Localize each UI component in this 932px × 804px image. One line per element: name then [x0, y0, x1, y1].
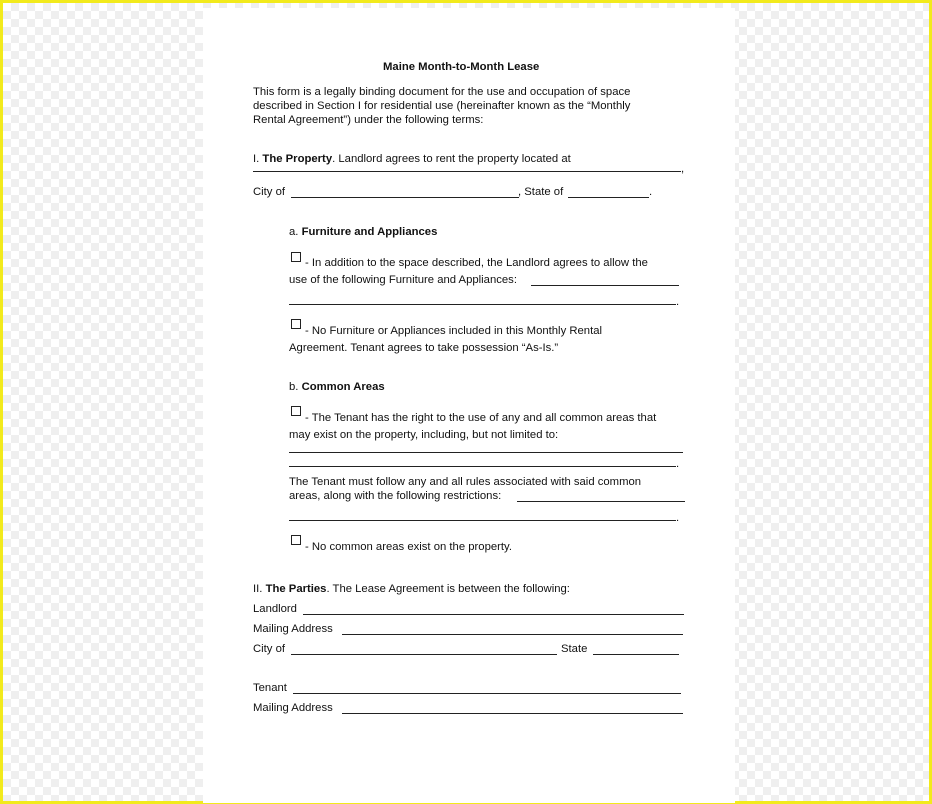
common-areas-period: . — [676, 458, 680, 470]
no-furniture-text-1: - No Furniture or Appliances included in this Monthly Rental — [305, 325, 603, 337]
property-city-label: City of — [253, 186, 286, 198]
tenant-name-field[interactable] — [293, 693, 681, 694]
section-1-text: . Landlord agrees to rent the property located at — [332, 153, 571, 165]
common-areas-heading — [289, 380, 385, 394]
landlord-label: Landlord — [253, 603, 297, 615]
furniture-included-checkbox[interactable] — [291, 252, 301, 262]
section-2-title: The Parties — [265, 583, 327, 595]
property-state-period: . — [649, 186, 653, 198]
landlord-city-label: City of — [253, 643, 286, 655]
furniture-heading — [289, 225, 437, 239]
furniture-included-text-1: - In addition to the space described, the Landlord agrees to allow the — [305, 257, 648, 269]
common-rules-text-2: areas, along with the following restrictions: — [289, 490, 502, 502]
document-title: Maine Month-to-Month Lease — [383, 61, 540, 73]
landlord-city-field[interactable] — [291, 654, 557, 655]
section-2-text: . The Lease Agreement is between the following: — [326, 583, 570, 595]
common-areas-text-1: - The Tenant has the right to the use of any and all common areas that — [305, 412, 657, 424]
section-2-heading — [253, 582, 570, 596]
common-areas-field-1[interactable] — [289, 452, 683, 453]
common-areas-field-2[interactable] — [289, 466, 676, 467]
common-rules-text-1: The Tenant must follow any and all rules associated with said common — [289, 476, 642, 488]
tenant-label: Tenant — [253, 682, 287, 694]
property-state-label: , State of — [518, 186, 564, 198]
furniture-title: Furniture and Appliances — [301, 226, 438, 238]
property-state-field[interactable] — [568, 197, 649, 198]
property-address-field[interactable] — [253, 171, 681, 172]
no-common-areas-checkbox[interactable] — [291, 535, 301, 545]
common-areas-text-2: may exist on the property, including, but not limited to: — [289, 429, 559, 441]
landlord-mailing-label: Mailing Address — [253, 623, 333, 635]
furniture-list-period: . — [676, 296, 680, 308]
no-furniture-checkbox[interactable] — [291, 319, 301, 329]
no-common-areas-text: - No common areas exist on the property. — [305, 541, 512, 553]
landlord-state-label: State — [561, 643, 588, 655]
restrictions-period: . — [676, 512, 680, 524]
section-1-title: The Property — [262, 153, 333, 165]
landlord-state-field[interactable] — [593, 654, 679, 655]
intro-line-2: described in Section I for residential use (hereinafter known as the “Monthly — [253, 100, 631, 112]
common-areas-prefix: b. — [289, 381, 299, 393]
landlord-name-field[interactable] — [303, 614, 684, 615]
section-1-heading — [253, 152, 571, 166]
intro-line-1: This form is a legally binding document for the use and occupation of space — [253, 86, 631, 98]
section-2-number: II. — [253, 583, 263, 595]
tenant-mailing-label: Mailing Address — [253, 702, 333, 714]
no-furniture-text-2: Agreement. Tenant agrees to take possession “As-Is.” — [289, 342, 559, 354]
section-1-number: I. — [253, 153, 260, 165]
property-address-comma: , — [681, 163, 685, 175]
restrictions-field-1[interactable] — [517, 501, 685, 502]
document-page — [203, 8, 735, 803]
furniture-included-text-2: use of the following Furniture and Appliances: — [289, 274, 517, 286]
landlord-mailing-field[interactable] — [342, 634, 683, 635]
furniture-prefix: a. — [289, 226, 299, 238]
intro-line-3: Rental Agreement”) under the following terms: — [253, 114, 484, 126]
restrictions-field-2[interactable] — [289, 520, 676, 521]
common-areas-checkbox[interactable] — [291, 406, 301, 416]
furniture-list-field-2[interactable] — [289, 304, 676, 305]
tenant-mailing-field[interactable] — [342, 713, 683, 714]
common-areas-title: Common Areas — [301, 381, 385, 393]
furniture-list-field-1[interactable] — [531, 285, 679, 286]
property-city-field[interactable] — [291, 197, 519, 198]
